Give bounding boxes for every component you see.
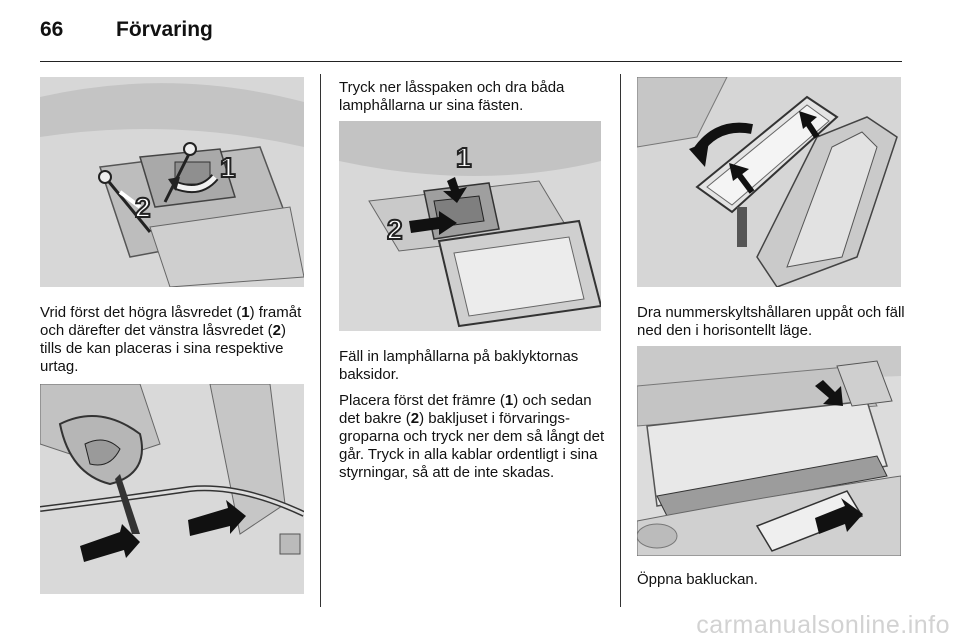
figure-license-plate-holder bbox=[637, 77, 901, 287]
callout-2 bbox=[387, 214, 403, 245]
figure-lock-knobs bbox=[40, 77, 304, 287]
watermark: carmanualsonline.info bbox=[696, 611, 950, 639]
svg-text:1: 1 bbox=[456, 142, 472, 173]
figure-lamp-holders bbox=[339, 121, 601, 331]
callout-1 bbox=[456, 142, 472, 173]
caption-open-tailgate: Öppna bakluckan. bbox=[637, 571, 758, 588]
callout-2 bbox=[135, 192, 151, 223]
caption-lamp-holders-intro: Tryck ner låsspaken och dra båda lamphållarna ur sina fästen. bbox=[339, 79, 565, 114]
svg-text:2: 2 bbox=[135, 192, 151, 223]
svg-text:2: 2 bbox=[387, 214, 403, 245]
figure-open-tailgate bbox=[637, 346, 901, 556]
header-rule bbox=[40, 61, 902, 62]
column-divider-1 bbox=[320, 74, 321, 607]
callout-1 bbox=[220, 152, 236, 183]
caption-license-plate-holder: Dra nummerskyltshållaren uppåt och fäll ned den i horisontellt läge. bbox=[637, 304, 905, 339]
column-divider-2 bbox=[620, 74, 621, 607]
caption-lamp-holders-steps: Fäll in lamphållarna på baklyktornas baksidor. Placera först det främre (1) och sedan det bakre (2) bakljuset i förvaringsgroparna och tryck ner dem så långt det går. Tryck in alla kablar ordentligt i sina styrningar, så att de inte skadas. bbox=[339, 348, 605, 481]
figure-cable-routing bbox=[40, 384, 304, 594]
page-number: 66 bbox=[40, 18, 64, 41]
caption-lock-knobs: Vrid först det högra låsvredet (1) framåt och därefter det vänstra låsvredet (2) tills de kan placeras i sina respektive urtag. bbox=[40, 304, 302, 375]
svg-text:1: 1 bbox=[220, 152, 236, 183]
section-title: Förvaring bbox=[116, 18, 213, 41]
